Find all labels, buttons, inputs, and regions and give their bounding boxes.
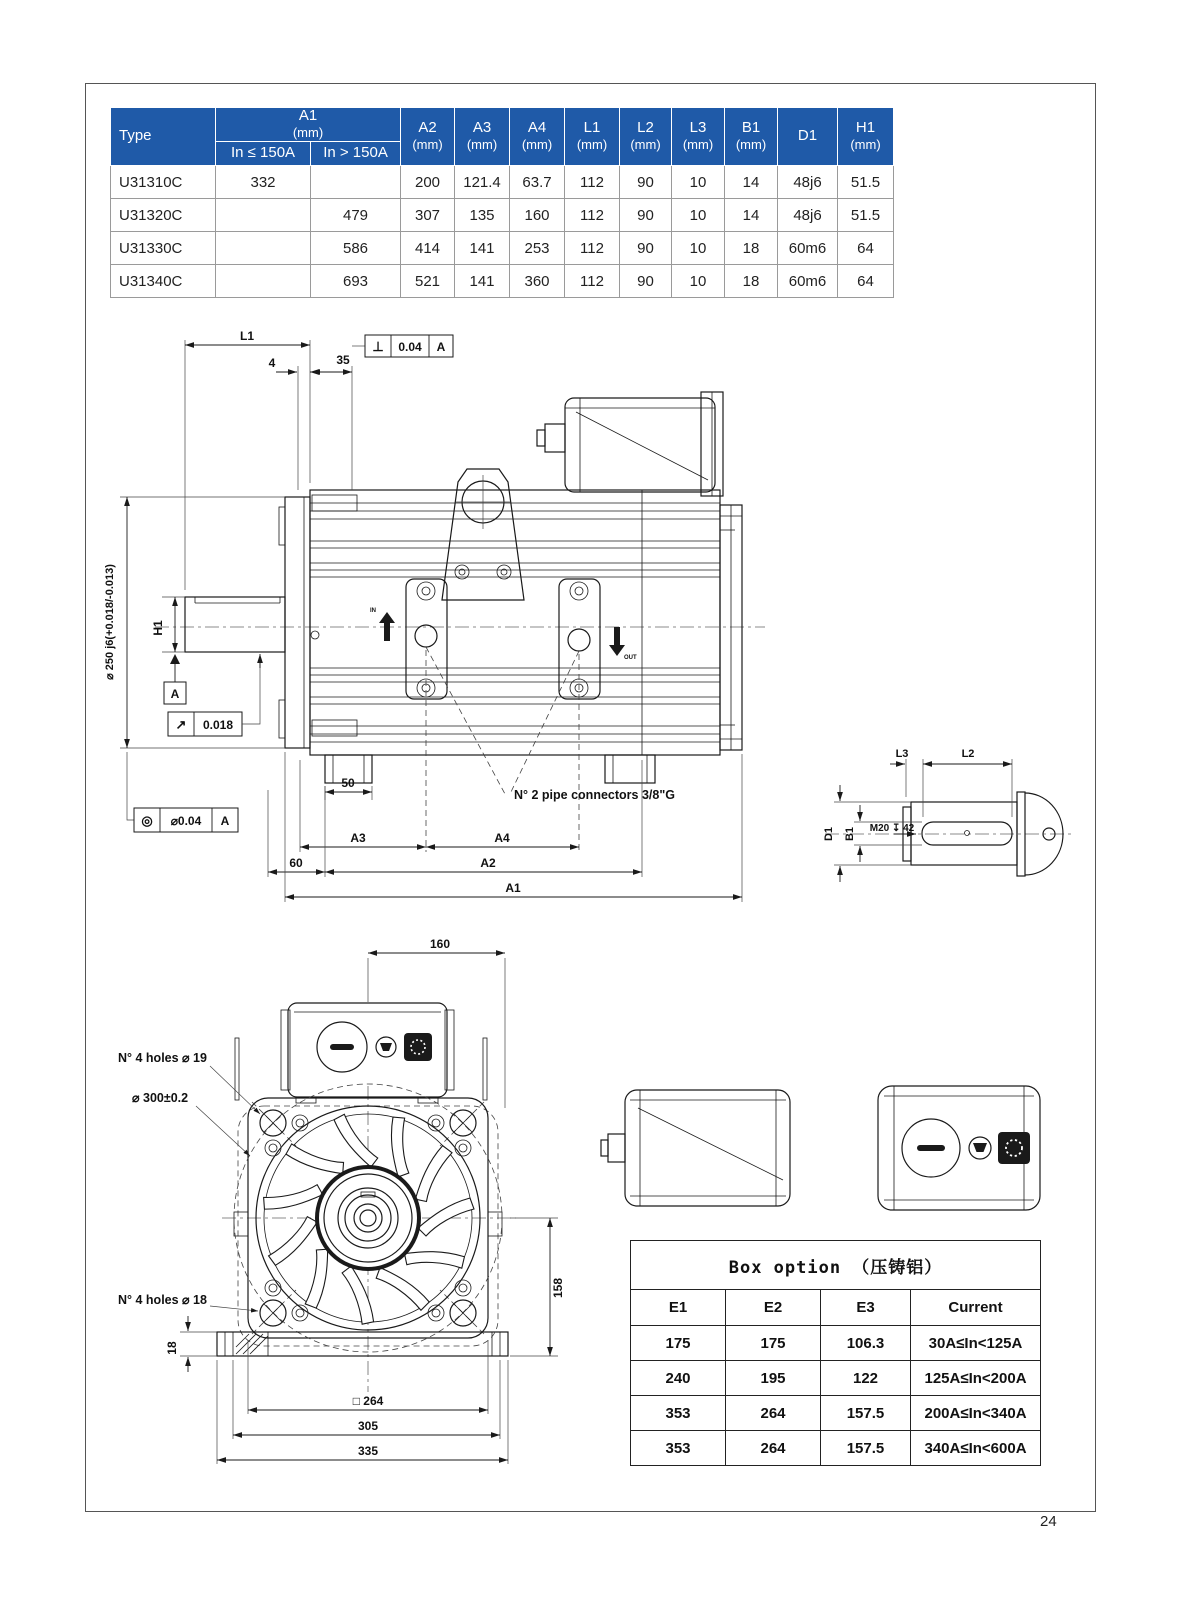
page-number: 24 (1040, 1513, 1057, 1530)
dimension-table (110, 107, 894, 298)
hdr-unit: (mm) (412, 136, 443, 152)
hdr-unit: (mm) (521, 136, 553, 152)
col-header-l2 (620, 108, 672, 166)
dim-a3: A3 (350, 831, 366, 845)
perpendicularity-icon: ⊥ (372, 339, 384, 354)
table-row (111, 199, 894, 232)
hdr: A2 (418, 119, 437, 136)
dim-158: 158 (551, 1277, 565, 1299)
table-row (111, 166, 894, 199)
box-table-title: Box option （压铸铝） (631, 1241, 1041, 1290)
hdr: B1 (741, 119, 761, 136)
hdr-unit: (mm) (576, 136, 608, 152)
dim-305: 305 (357, 1419, 379, 1433)
cell: 90 (620, 199, 672, 232)
col-header-a3 (455, 108, 510, 166)
box-side-view-drawing (600, 1078, 800, 1218)
dim-335: 335 (357, 1444, 379, 1458)
cell: 63.7 (510, 166, 565, 199)
pipe-connector-plates (406, 579, 600, 699)
cell: 141 (455, 232, 510, 265)
cell: 18 (725, 265, 778, 298)
dim-60: 60 (289, 856, 303, 870)
dim-35: 35 (336, 353, 350, 367)
top-dimensions (185, 329, 453, 590)
hdr-unit: (mm) (466, 136, 498, 152)
cell: 90 (620, 265, 672, 298)
table-row (111, 232, 894, 265)
out-label: OUT (624, 655, 637, 661)
dim-d1: D1 (823, 826, 835, 842)
dim-a2: A2 (480, 856, 496, 870)
cell: 121.4 (455, 166, 510, 199)
cell (216, 265, 311, 298)
hdr: L2 (637, 119, 654, 136)
dim-18: 18 (165, 1341, 179, 1355)
terminal-box-side (537, 392, 723, 496)
cell: 340A≤In<600A (911, 1431, 1041, 1466)
dim-4: 4 (268, 356, 276, 370)
runout-icon: ↗ (175, 717, 187, 732)
mounting-feet (325, 755, 655, 783)
cell: 200A≤In<340A (911, 1396, 1041, 1431)
a1-label: A1 (298, 107, 318, 124)
cell: 586 (311, 232, 401, 265)
motor-back-cap (720, 505, 742, 750)
sub-header-in-gt-150: In > 150A (311, 142, 401, 166)
cell (311, 166, 401, 199)
cell: 10 (672, 232, 725, 265)
table-row (631, 1361, 1041, 1396)
motor-side-view-drawing (100, 320, 820, 912)
dim-l3: L3 (895, 748, 909, 760)
dim-50: 50 (341, 776, 355, 790)
hdr-unit: (mm) (630, 136, 661, 152)
perp-datum: A (436, 340, 446, 354)
lifting-eye-bracket (442, 469, 524, 600)
motor-front-view-drawing (110, 920, 575, 1460)
hdr: A4 (527, 119, 547, 136)
cell: 175 (631, 1326, 726, 1361)
col-header-l3 (672, 108, 725, 166)
datum-a: A (170, 687, 180, 701)
cell: 122 (821, 1361, 911, 1396)
shaft (185, 597, 285, 652)
cell: 521 (401, 265, 455, 298)
cell: 353 (631, 1431, 726, 1466)
box-option-table (630, 1240, 1041, 1466)
box-header-e3: E3 (821, 1290, 911, 1326)
cell: 693 (311, 265, 401, 298)
cell: 106.3 (821, 1326, 911, 1361)
cell: 307 (401, 199, 455, 232)
in-label: IN (370, 608, 376, 614)
col-header-b1 (725, 108, 778, 166)
cell: 264 (726, 1431, 821, 1466)
perp-tolerance: 0.04 (398, 340, 422, 354)
hdr: H1 (855, 119, 876, 136)
box-header-current: Current (911, 1290, 1041, 1326)
cell: 18 (725, 232, 778, 265)
cell: 60m6 (778, 232, 838, 265)
col-header-l1 (565, 108, 620, 166)
cell: 14 (725, 199, 778, 232)
terminal-box-front (281, 1003, 454, 1103)
cell: 90 (620, 166, 672, 199)
cell: 195 (726, 1361, 821, 1396)
dim-b1: B1 (844, 826, 856, 842)
dim-h1: H1 (151, 620, 165, 636)
cell: 479 (311, 199, 401, 232)
cell: 125A≤In<200A (911, 1361, 1041, 1396)
col-header-type: Type (111, 108, 216, 166)
cell: 90 (620, 232, 672, 265)
hdr-unit: (mm) (735, 136, 767, 152)
concentricity-frame (127, 752, 238, 832)
cell: 112 (565, 166, 620, 199)
dim-264: □ 264 (352, 1394, 384, 1408)
pipe-connector-note (426, 647, 675, 802)
concentricity-icon: ◎ (141, 813, 153, 828)
box-side-geometry (601, 1090, 790, 1206)
dim-l1: L1 (239, 329, 255, 343)
col-header-a4 (510, 108, 565, 166)
left-dimensions (104, 497, 285, 832)
base-plate (217, 1332, 508, 1356)
box-end-view-drawing (868, 1078, 1053, 1218)
cell: 332 (216, 166, 311, 199)
conc-datum: A (220, 814, 230, 828)
dim-160: 160 (429, 937, 451, 951)
cell: 30A≤In<125A (911, 1326, 1041, 1361)
cell: U31340C (111, 265, 216, 298)
cell: 64 (838, 232, 894, 265)
col-header-d1 (778, 108, 838, 166)
pipe-note-text: N° 2 pipe connectors 3/8"G (514, 788, 675, 802)
cell: 10 (672, 265, 725, 298)
box-header-e2: E2 (726, 1290, 821, 1326)
hdr: D1 (797, 127, 818, 145)
hdr: L1 (583, 119, 601, 136)
cell: 135 (455, 199, 510, 232)
sub-header-in-le-150: In ≤ 150A (216, 142, 311, 166)
conc-tolerance: ⌀0.04 (170, 814, 202, 828)
cell: U31310C (111, 166, 216, 199)
dim-a1: A1 (505, 881, 521, 895)
table-row (111, 265, 894, 298)
dim-l2: L2 (961, 748, 975, 760)
cell: 112 (565, 232, 620, 265)
thread-callout: M20 ↧ 42 (869, 823, 915, 834)
cell: 157.5 (821, 1431, 911, 1466)
cell: 112 (565, 265, 620, 298)
cell: 64 (838, 265, 894, 298)
cell: 360 (510, 265, 565, 298)
col-header-h1 (838, 108, 894, 166)
runout-tolerance: 0.018 (202, 718, 234, 732)
cell: 253 (510, 232, 565, 265)
holes-18-label: N° 4 holes ⌀ 18 (118, 1293, 207, 1307)
cell: 14 (725, 166, 778, 199)
cell: 160 (510, 199, 565, 232)
box-header-e1: E1 (631, 1290, 726, 1326)
bottom-dimensions (268, 650, 742, 902)
col-header-a2 (401, 108, 455, 166)
hdr: L3 (689, 119, 707, 136)
cell: 264 (726, 1396, 821, 1431)
cell: 414 (401, 232, 455, 265)
cell: 175 (726, 1326, 821, 1361)
cell: 200 (401, 166, 455, 199)
shaft-detail-drawing (820, 735, 1080, 920)
cell: 60m6 (778, 265, 838, 298)
cell: 51.5 (838, 166, 894, 199)
cell: 10 (672, 166, 725, 199)
table-row (631, 1431, 1041, 1466)
shaft-dimensions (823, 748, 1012, 882)
table-row (631, 1396, 1041, 1431)
dia-300-label: ⌀ 300±0.2 (132, 1091, 189, 1105)
shaft-diameter-label: ⌀ 250 j6(+0.018/-0.013) (104, 564, 116, 680)
cell: 48j6 (778, 199, 838, 232)
cell (216, 199, 311, 232)
hdr: A3 (472, 119, 492, 136)
dim-160-group (368, 937, 505, 1108)
cell: 141 (455, 265, 510, 298)
cell (216, 232, 311, 265)
cell: 157.5 (821, 1396, 911, 1431)
dim-a4: A4 (494, 831, 510, 845)
box-end-geometry (878, 1086, 1040, 1210)
table-row (631, 1326, 1041, 1361)
hdr-unit: (mm) (850, 136, 881, 152)
cell: 240 (631, 1361, 726, 1396)
cell: 48j6 (778, 166, 838, 199)
flow-arrows (370, 608, 637, 661)
cell: 10 (672, 199, 725, 232)
cell: 51.5 (838, 199, 894, 232)
cell: 353 (631, 1396, 726, 1431)
col-header-a1 (216, 108, 401, 142)
perpendicularity-frame (352, 335, 453, 357)
cell: U31330C (111, 232, 216, 265)
cell: 112 (565, 199, 620, 232)
holes-19-label: N° 4 holes ⌀ 19 (118, 1051, 207, 1065)
a1-unit: (mm) (292, 124, 324, 140)
hdr-unit: (mm) (682, 136, 714, 152)
cell: U31320C (111, 199, 216, 232)
